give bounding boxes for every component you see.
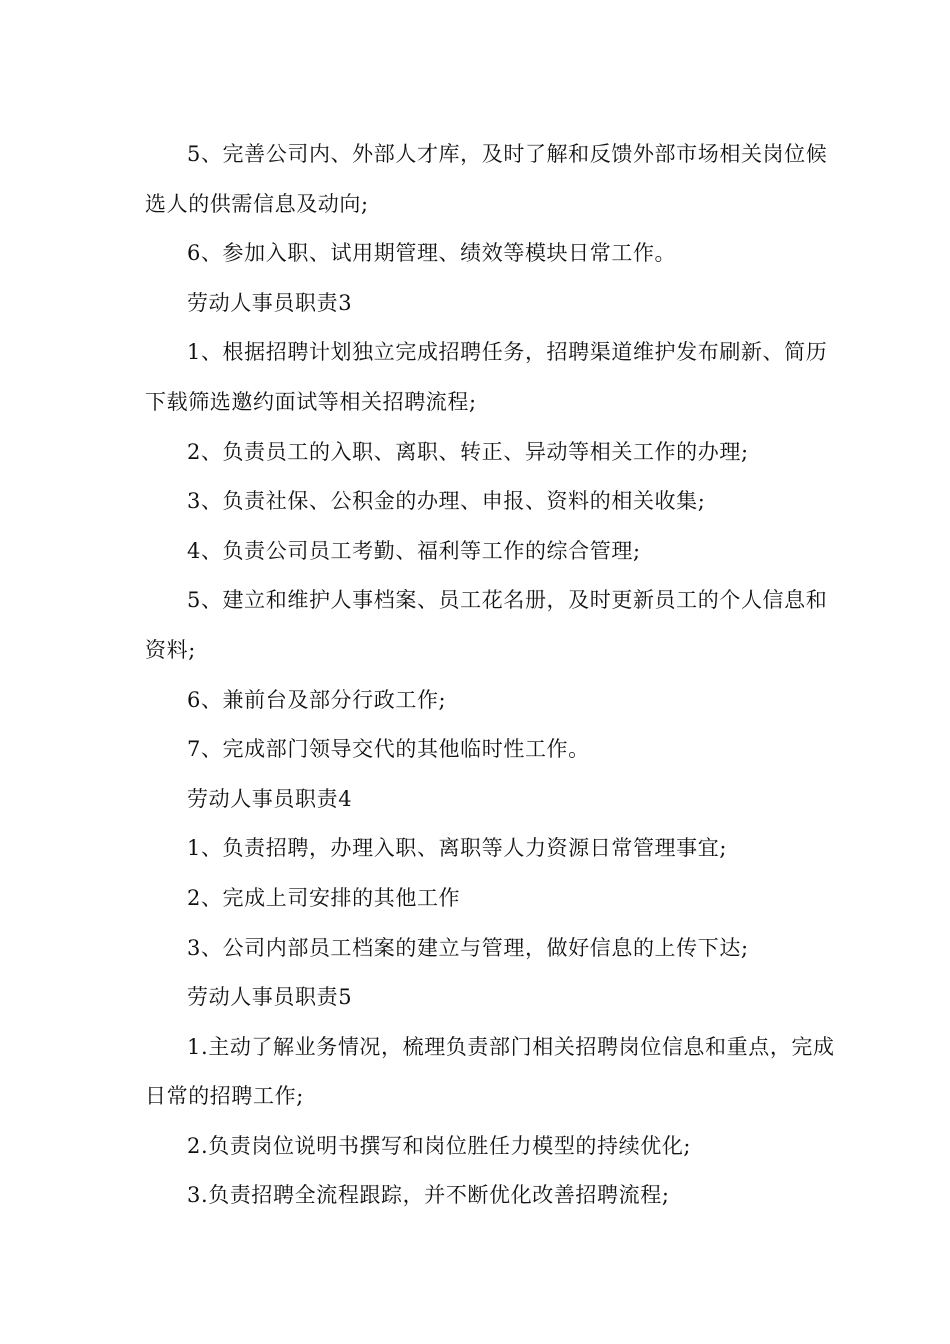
paragraph-responsibility-6-onboarding: 6、参加入职、试用期管理、绩效等模块日常工作。 — [187, 241, 677, 266]
paragraph-duty5-item-1: 1.主动了解业务情况，梳理负责部门相关招聘岗位信息和重点，完成日常的招聘工作; — [145, 1034, 835, 1109]
paragraph-duty4-item-2: 2、完成上司安排的其他工作 — [187, 885, 461, 910]
paragraph-duty3-item-4: 4、负责公司员工考勤、福利等工作的综合管理; — [187, 538, 641, 563]
section-heading-duty-3: 劳动人事员职责3 — [187, 290, 353, 315]
paragraph-duty5-item-2: 2.负责岗位说明书撰写和岗位胜任力模型的持续优化; — [187, 1133, 692, 1158]
paragraph-duty4-item-1: 1、负责招聘，办理入职、离职等人力资源日常管理事宜; — [187, 836, 728, 861]
paragraph-duty5-item-3: 3.负责招聘全流程跟踪，并不断优化改善招聘流程; — [187, 1183, 670, 1208]
paragraph-duty3-item-7: 7、完成部门领导交代的其他临时性工作。 — [187, 737, 590, 762]
paragraph-duty3-item-3: 3、负责社保、公积金的办理、申报、资料的相关收集; — [187, 489, 706, 514]
paragraph-responsibility-5-talent-pool: 5、完善公司内、外部人才库，及时了解和反馈外部市场相关岗位候选人的供需信息及动向; — [145, 142, 828, 216]
paragraph-duty3-item-1: 1、根据招聘计划独立完成招聘任务，招聘渠道维护发布刷新、简历下载筛选邀约面试等相关招聘流程; — [145, 340, 828, 414]
paragraph-duty3-item-6: 6、兼前台及部分行政工作; — [187, 687, 447, 712]
document-body — [145, 130, 835, 1221]
section-heading-duty-4: 劳动人事员职责4 — [187, 786, 353, 811]
section-heading-duty-5: 劳动人事员职责5 — [187, 985, 353, 1010]
paragraph-duty4-item-3: 3、公司内部员工档案的建立与管理，做好信息的上传下达; — [187, 935, 749, 960]
paragraph-duty3-item-5: 5、建立和维护人事档案、员工花名册，及时更新员工的个人信息和资料; — [145, 588, 828, 662]
paragraph-duty3-item-2: 2、负责员工的入职、离职、转正、异动等相关工作的办理; — [187, 439, 749, 464]
